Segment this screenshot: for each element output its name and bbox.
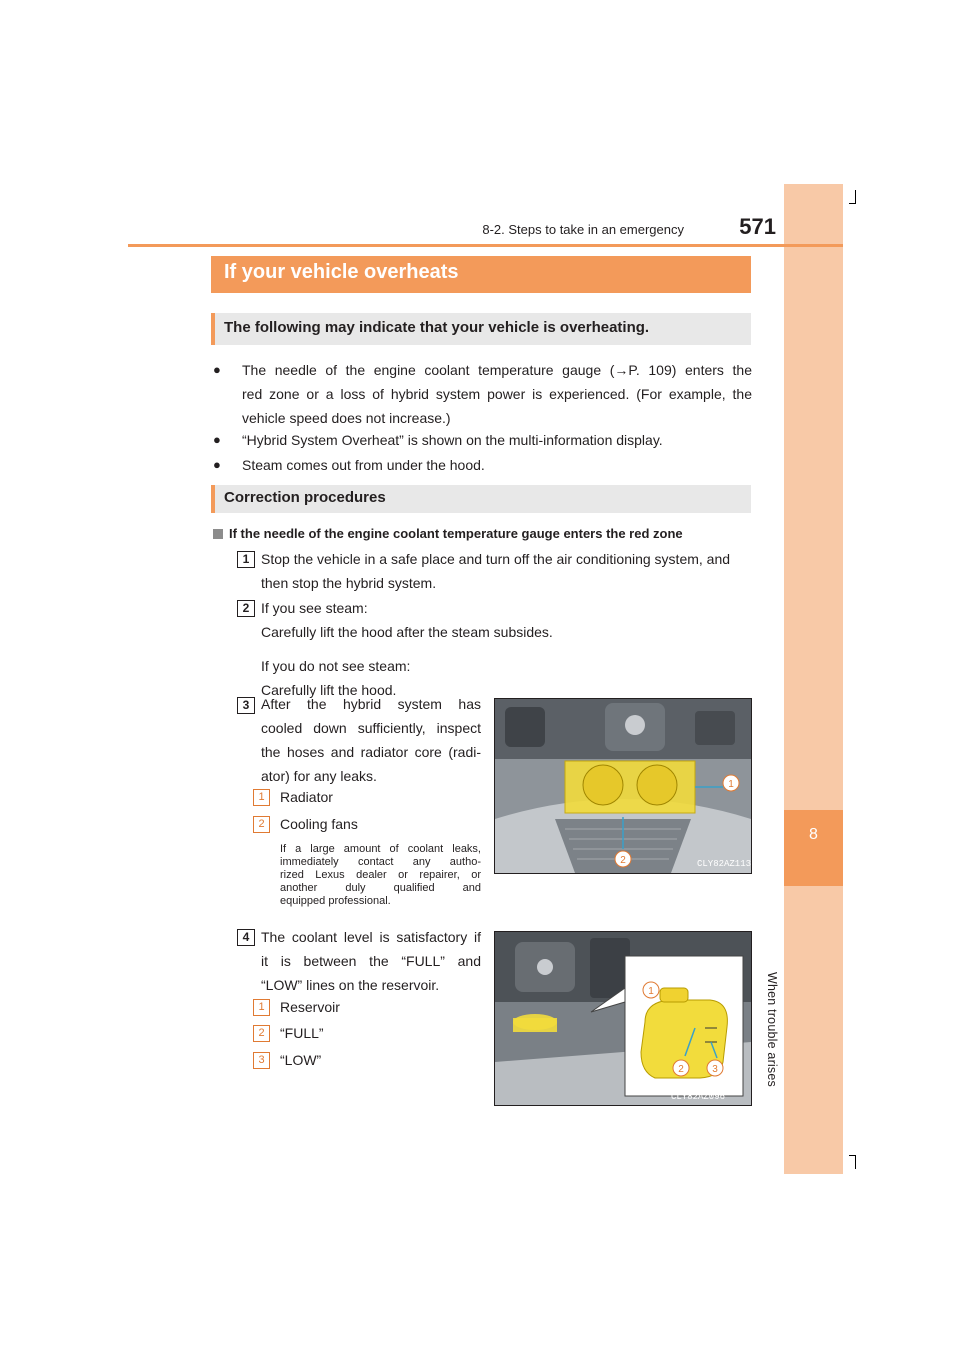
callout-label: “LOW” xyxy=(280,1052,322,1068)
chapter-number: 8 xyxy=(809,826,818,843)
condition-heading: If the needle of the engine coolant temperature gauge enters the red zone xyxy=(229,526,683,541)
callout-number: 2 xyxy=(253,816,270,833)
step-number: 2 xyxy=(237,600,255,617)
step-number: 4 xyxy=(237,929,255,946)
subheading-bar xyxy=(211,313,751,345)
callout-number: 3 xyxy=(253,1052,270,1069)
svg-text:3: 3 xyxy=(712,1064,718,1075)
callout-label: “FULL” xyxy=(280,1025,324,1041)
subheading-accent xyxy=(211,485,215,513)
engine-bay-radiator-image xyxy=(494,698,752,874)
section-title-bar xyxy=(211,256,751,293)
callout-label: Radiator xyxy=(280,789,333,805)
crop-mark xyxy=(849,1155,856,1156)
bullet-icon: ● xyxy=(213,457,221,472)
coolant-reservoir-image xyxy=(494,931,752,1106)
chapter-tab xyxy=(784,810,843,886)
square-bullet-icon xyxy=(213,529,223,539)
subheading-accent xyxy=(211,313,215,345)
step-text: Stop the vehicle in a safe place and turn off the air conditioning system, and then stop the hybrid system. xyxy=(261,551,731,591)
step-text: After the hybrid system has cooled down sufficiently, inspect the hoses and radiator core (radi- ator) for any leaks. xyxy=(261,696,481,784)
step-text: The coolant level is satisfactory if it is between the “FULL” and “LOW” lines on the reservoir. xyxy=(261,929,481,993)
chapter-sidebar xyxy=(784,184,843,1174)
callout-label: Cooling fans xyxy=(280,816,358,832)
reservoir-illustration xyxy=(495,932,751,1105)
svg-text:1: 1 xyxy=(728,779,734,790)
step-number: 1 xyxy=(237,551,255,568)
step-number: 3 xyxy=(237,697,255,714)
svg-text:1: 1 xyxy=(648,986,654,997)
header-rule xyxy=(128,244,843,247)
crop-mark xyxy=(855,1155,856,1169)
page-title: If your vehicle overheats xyxy=(224,261,459,283)
chapter-title: When trouble arises xyxy=(765,972,779,1087)
crop-mark xyxy=(849,203,856,204)
radiator-illustration xyxy=(495,699,751,873)
crop-mark xyxy=(855,190,856,204)
callout-number: 2 xyxy=(253,1025,270,1042)
image-code: CLY82AZ096 xyxy=(671,1092,726,1102)
bullet-text: “Hybrid System Overheat” is shown on the multi-information display. xyxy=(242,432,663,448)
bullet-icon: ● xyxy=(213,432,221,447)
subheading-overheating: The following may indicate that your vehicle is overheating. xyxy=(224,319,650,336)
section-header: 8-2. Steps to take in an emergency xyxy=(482,222,684,237)
image-code: CLY82AZ113 xyxy=(697,859,752,869)
bullet-icon: ● xyxy=(213,362,221,377)
bullet-text: Steam comes out from under the hood. xyxy=(242,457,485,473)
callout-number: 1 xyxy=(253,789,270,806)
note-text: If a large amount of coolant leaks, immediately contact any autho- rized Lexus dealer or repairer, or another duly qualified and equipped professional. xyxy=(280,843,481,907)
bullet-text: The needle of the engine coolant temperature gauge (→P. 109) enters the red zone or a loss of hybrid system power is experienced. (For example, the vehicle speed does not increase.) xyxy=(242,362,752,426)
callout-label: Reservoir xyxy=(280,999,340,1015)
subheading-correction: Correction procedures xyxy=(224,489,386,506)
svg-text:2: 2 xyxy=(620,855,626,866)
svg-text:2: 2 xyxy=(678,1064,684,1075)
subheading-bar xyxy=(211,485,751,513)
page-number: 571 xyxy=(739,214,776,239)
step-text: If you see steam: Carefully lift the hood after the steam subsides. If you do not see steam: Carefully lift the hood. xyxy=(261,600,553,698)
callout-number: 1 xyxy=(253,999,270,1016)
